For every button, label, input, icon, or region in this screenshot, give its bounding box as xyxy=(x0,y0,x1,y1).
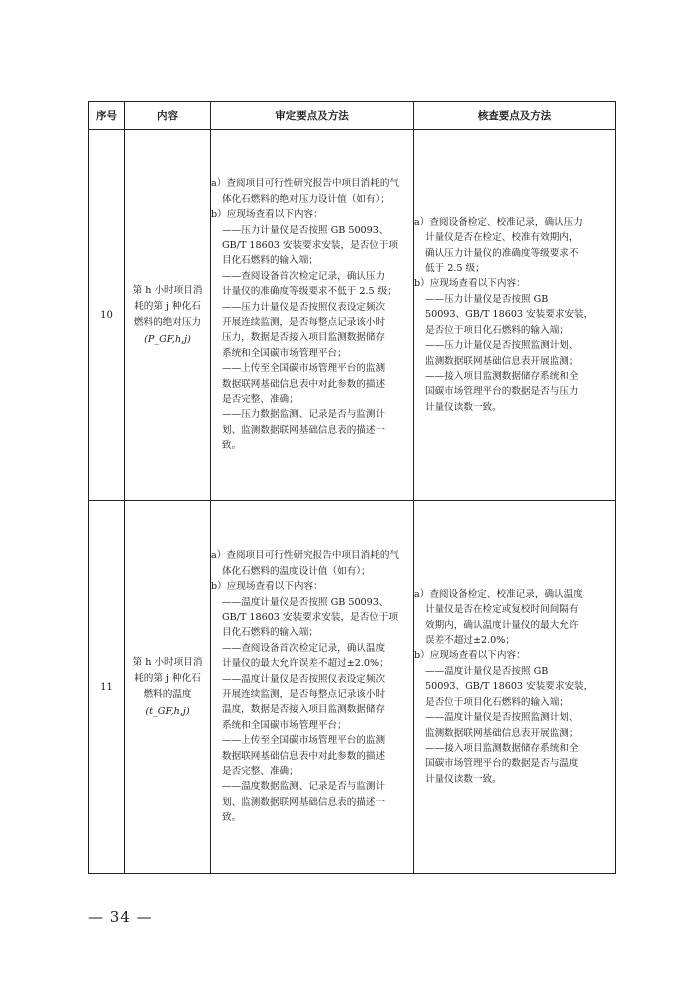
method-line: 计量仪的最大允许误差不超过±2.0%； xyxy=(222,658,389,670)
content-line: 燃料的绝对压力 xyxy=(133,316,202,328)
method-line: GB/T 18603 安装要求安装，是否位于项 xyxy=(222,239,399,251)
method-line: 效期内，确认温度计量仪的最大允许 xyxy=(425,619,579,631)
method-line: 划、监测数据联网基础信息表的描述一 xyxy=(222,424,386,436)
method-line: 数据联网基础信息表中对此参数的描述 xyxy=(222,750,386,762)
method-line: ——查阅设备首次检定记录，确认温度 xyxy=(222,642,386,654)
method-line: ——上传至全国碳市场管理平台的监测 xyxy=(222,363,386,375)
method-line: ——温度计量仪是否按照 GB 50093、 xyxy=(222,596,389,608)
method-line: 是否完整、准确； xyxy=(222,766,299,778)
content-line: 第 h 小时项目消 xyxy=(132,656,203,668)
method-line: ——温度计量仪是否按照监测计划、 xyxy=(425,712,579,724)
method-line: 数据联网基础信息表中对此参数的描述 xyxy=(222,378,386,390)
review-method xyxy=(211,501,414,874)
method-line: b）应现场查看以下内容： xyxy=(414,278,526,290)
row-number: 11 xyxy=(89,501,125,874)
method-line: 计量仪的准确度等级要求不低于 2.5 级； xyxy=(222,286,397,298)
method-line: 50093、GB/T 18603 安装要求安装， xyxy=(425,681,594,693)
header-review: 审定要点及方法 xyxy=(211,102,414,130)
method-line: ——查阅设备首次检定记录，确认压力 xyxy=(222,270,386,282)
method-line: 体化石燃料的绝对压力设计值（如有）； xyxy=(222,193,390,205)
page-number: — 34 — xyxy=(88,908,153,926)
method-line: ——压力计量仪是否按照 GB xyxy=(425,293,549,305)
method-line: 是否位于项目化石燃料的输入端； xyxy=(425,324,569,336)
table-row xyxy=(89,130,616,501)
method-line: a）查阅项目可行性研究报告中项目消耗的气 xyxy=(211,550,400,562)
content-line: 燃料的温度 xyxy=(143,688,192,700)
verify-method xyxy=(414,130,616,501)
method-line: 误差不超过±2.0%； xyxy=(425,635,515,647)
method-line: 温度，数据是否接入项目监测数据储存 xyxy=(222,704,386,716)
method-line: 计量仪读数一致。 xyxy=(425,773,502,785)
content-line: 第 h 小时项目消 xyxy=(132,284,203,296)
method-line: 体化石燃料的温度设计值（如有）； xyxy=(222,565,371,577)
header-content: 内容 xyxy=(125,102,211,130)
content-symbol: (t_GF,h,j) xyxy=(145,705,190,717)
method-line: 国碳市场管理平台的数据是否与压力 xyxy=(425,386,579,398)
method-line: 计量仪读数一致。 xyxy=(425,401,502,413)
method-line: 目化石燃料的输入端； xyxy=(222,627,318,639)
method-line: b）应现场查看以下内容： xyxy=(414,650,526,662)
method-line: a）查阅项目可行性研究报告中项目消耗的气 xyxy=(211,178,400,190)
table-row xyxy=(89,501,616,874)
method-line: 监测数据联网基础信息表开展监测； xyxy=(425,355,579,367)
method-line: ——压力计量仪是否按照监测计划、 xyxy=(425,340,579,352)
method-line: ——温度数据监测、记录是否与监测计 xyxy=(222,781,386,793)
method-line: 目化石燃料的输入端； xyxy=(222,255,318,267)
method-line: 致。 xyxy=(222,812,242,824)
method-line: 致。 xyxy=(222,440,242,452)
method-line: 计量仪是否在检定、校准有效期内， xyxy=(425,232,579,244)
method-line: GB/T 18603 安装要求安装，是否位于项 xyxy=(222,611,399,623)
method-line: ——压力计量仪是否按照 GB 50093、 xyxy=(222,224,389,236)
method-line: ——上传至全国碳市场管理平台的监测 xyxy=(222,735,386,747)
verify-method xyxy=(414,501,616,874)
method-line: 国碳市场管理平台的数据是否与温度 xyxy=(425,758,579,770)
row-number: 10 xyxy=(89,130,125,501)
method-line: 50093、GB/T 18603 安装要求安装， xyxy=(425,309,594,321)
method-line: 确认压力计量仪的准确度等级要求不 xyxy=(425,247,579,259)
method-line: 系统和全国碳市场管理平台； xyxy=(222,347,347,359)
method-line: ——接入项目监测数据储存系统和全 xyxy=(425,742,579,754)
header-no: 序号 xyxy=(89,102,125,130)
row-content xyxy=(125,130,211,501)
content-symbol: (P_GF,h,j) xyxy=(144,333,191,345)
review-method xyxy=(211,130,414,501)
method-line: 是否完整、准确； xyxy=(222,394,299,406)
method-line: 系统和全国碳市场管理平台； xyxy=(222,719,347,731)
content-line: 耗的第 j 种化石 xyxy=(134,672,201,684)
method-line: 划、监测数据联网基础信息表的描述一 xyxy=(222,796,386,808)
method-line: ——温度计量仪是否按照 GB xyxy=(425,665,549,677)
content-line: 耗的第 j 种化石 xyxy=(134,300,201,312)
method-line: 压力，数据是否接入项目监测数据储存 xyxy=(222,332,386,344)
method-line: a）查阅设备检定、校准记录，确认温度 xyxy=(414,588,583,600)
method-line: 开展连续监测，是否每整点记录该小时 xyxy=(222,317,386,328)
review-table xyxy=(88,101,616,874)
method-line: 监测数据联网基础信息表开展监测； xyxy=(425,727,579,739)
method-line: 开展连续监测，是否每整点记录该小时 xyxy=(222,689,386,700)
table-header-row xyxy=(89,102,616,130)
header-verify: 核查要点及方法 xyxy=(414,102,616,130)
method-line: 是否位于项目化石燃料的输入端； xyxy=(425,696,569,708)
method-line: ——接入项目监测数据储存系统和全 xyxy=(425,370,579,382)
method-line: ——压力数据监测、记录是否与监测计 xyxy=(222,409,386,421)
method-line: a）查阅设备检定、校准记录，确认压力 xyxy=(414,216,583,228)
row-content xyxy=(125,501,211,874)
method-line: b）应现场查看以下内容： xyxy=(211,581,323,593)
method-line: ——压力计量仪是否按照仪表设定频次 xyxy=(222,301,386,313)
method-line: 计量仪是否在检定或复校时间间隔有 xyxy=(425,604,579,616)
method-line: b）应现场查看以下内容： xyxy=(211,209,323,221)
method-line: ——温度计量仪是否按照仪表设定频次 xyxy=(222,673,386,685)
method-line: 低于 2.5 级； xyxy=(425,263,485,275)
